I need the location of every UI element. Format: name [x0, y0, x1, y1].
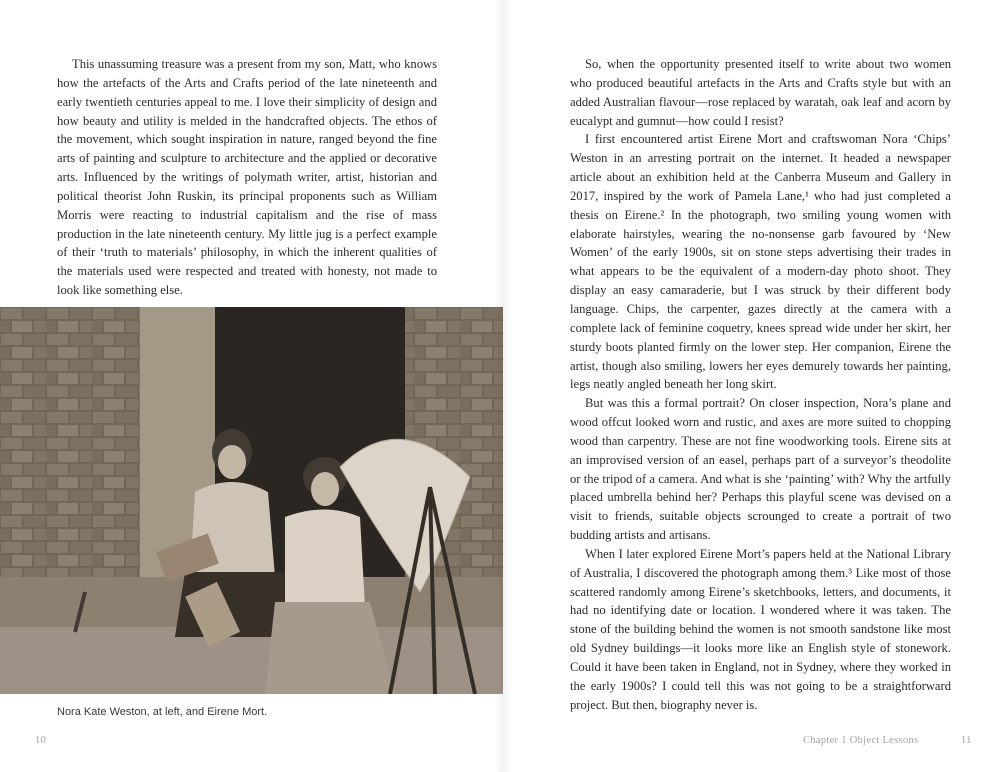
paragraph: I first encountered artist Eirene Mort and craftswoman Nora ‘Chips’ Weston in an arresting portrait on the internet. It headed a newspaper article about an exhibition held at the Canberra Museum and Gallery in 2017, inspired by the work of Pamela Lane,¹ who had just completed a thesis on Eirene.² In the photograph, two smiling young women with elaborate hairstyles, wearing the no-nonsense garb favoured by ‘New Women’ of the early 1900s, sit on stone steps advertising their trades in what appears to be the equivalent of a modern-day photo shoot. They display an easy camaraderie, but I was struck by their different body language. Chips, the carpenter, gazes directly at the camera with a complete lack of feminine coquetry, knees spread wide under her skirt, her sturdy boots planted firmly on the lower step. Her companion, Eirene the artist, though also smiling, lowers her eyes demurely towards her painting, legs neatly angled beneath her long skirt. — [570, 132, 951, 392]
left-body-text — [57, 55, 437, 300]
right-body-text — [570, 55, 951, 715]
paragraph: But was this a formal portrait? On closer inspection, Nora’s plane and wood offcut looked worn and rustic, and axes are more suited to chopping wood than carpentry. These are not fine woodworking tools. Eirene sits at an improvised version of an easel, perhaps part of a surveyor’s theodolite or the tripod of a camera. And what is she ‘painting’ with? Why the artfully placed umbrella behind her? Perhaps this playful scene was devised on a visit to friends, suitable objects scrounged to create a portrait of two budding artists and artisans. — [570, 396, 951, 543]
photo-caption: Nora Kate Weston, at left, and Eirene Mort. — [57, 706, 268, 718]
right-page — [503, 0, 1007, 772]
left-page — [0, 0, 503, 772]
historical-photograph — [0, 307, 503, 694]
page-number-right: 11 — [961, 735, 972, 746]
page-number-left: 10 — [35, 735, 47, 746]
running-head: Chapter 1 Object Lessons — [803, 735, 919, 746]
paragraph: This unassuming treasure was a present from my son, Matt, who knows how the artefacts of the Arts and Crafts period of the late nineteenth and early twentieth centuries appeal to me. I love their simplicity of design and how beauty and utility is melded in the handcrafted objects. The ethos of the movement, which sought inspiration in nature, ranged beyond the fine arts of painting and sculpture to architecture and the applied or decorative arts. Influenced by the writings of polymath writer, artist, historian and political theorist John Ruskin, its principal proponents such as William Morris were reacting to industrial capitalism and the rise of mass production in the late nineteenth century. My little jug is a perfect example of their ‘truth to materials’ philosophy, in which the inherent qualities of the materials used were respected and treated with honesty, not made to look like something else. — [57, 57, 437, 298]
paragraph: So, when the opportunity presented itself to write about two women who produced beautiful artefacts in the Arts and Crafts style but with an added Australian flavour—rose replaced by waratah, oak leaf and acorn by eucalypt and gumnut—how could I resist? — [570, 57, 951, 128]
paragraph: When I later explored Eirene Mort’s papers held at the National Library of Australia, I discovered the photograph among them.³ Like most of those scattered randomly among Eirene’s sketchbooks, letters, and documents, it had no identifying date or location. I wondered where it was taken. The stone of the building behind the women is not smooth sandstone like most old Sydney buildings—it looks more like an English style of stonework. Could it have been taken in England, not in Sydney, where they worked in the early 1900s? I could tell this was not going to be a straightforward project. But then, biography never is. — [570, 546, 951, 712]
